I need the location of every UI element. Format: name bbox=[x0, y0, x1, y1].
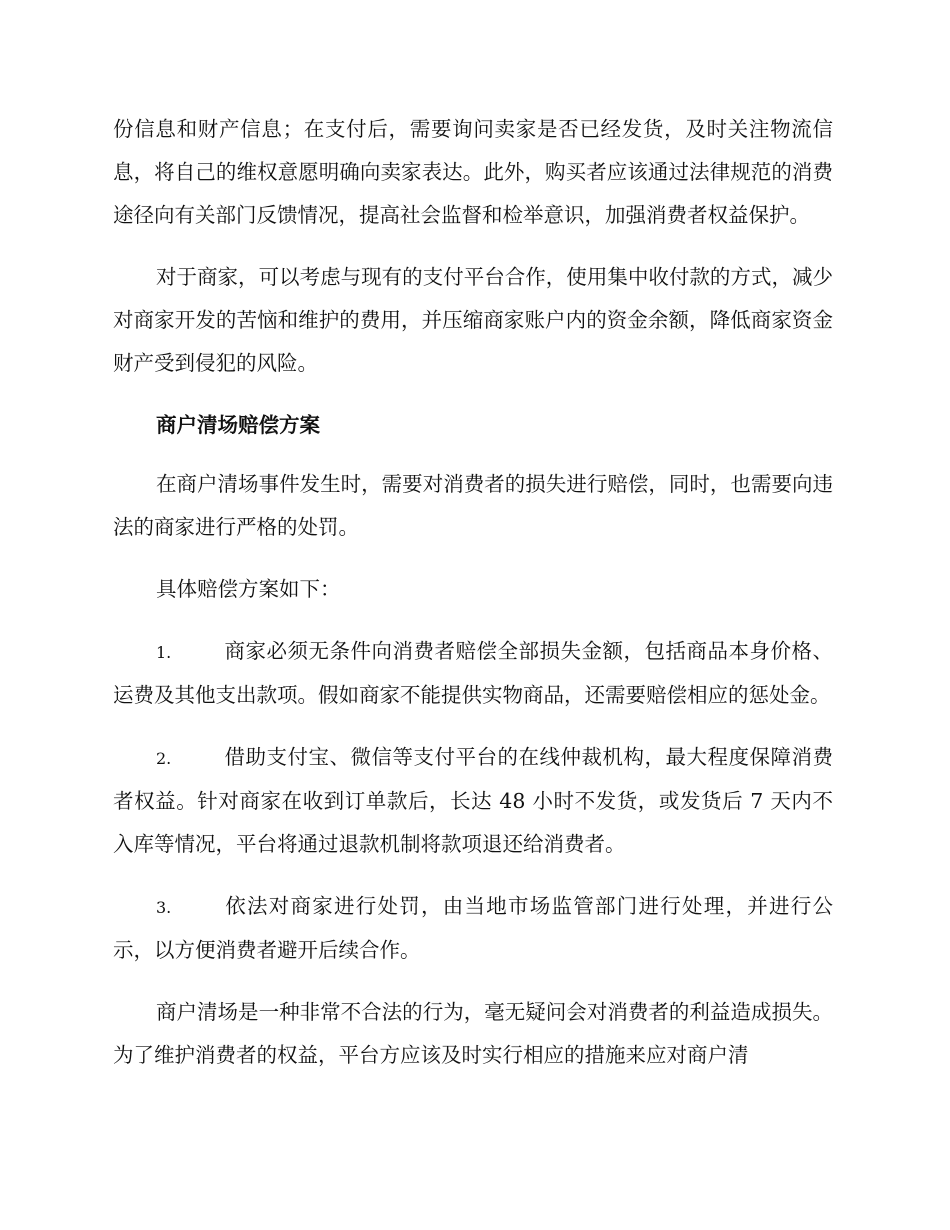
list-item-number: 2. bbox=[156, 749, 172, 768]
list-item bbox=[113, 736, 833, 866]
list-item-text: 商家必须无条件向消费者赔偿全部损失金额，包括商品本身价格、运费及其他支出款项。假如商家不能提供实物商品，还需要赔偿相应的惩处金。 bbox=[113, 639, 833, 707]
list-item bbox=[113, 885, 833, 972]
section-heading: 商户清场赔偿方案 bbox=[156, 413, 320, 437]
paragraph-merchant-advice: 对于商家，可以考虑与现有的支付平台合作，使用集中收付款的方式，减少对商家开发的苦恼和维护的费用，并压缩商家账户内的资金余额，降低商家资金财产受到侵犯的风险。 bbox=[113, 265, 833, 375]
document-page bbox=[113, 108, 833, 1096]
paragraph-compensation-intro: 在商户清场事件发生时，需要对消费者的损失进行赔偿，同时，也需要向违法的商家进行严格的处罚。 bbox=[113, 472, 833, 539]
list-item-text: 借助支付宝、微信等支付平台的在线仲裁机构，最大程度保障消费者权益。针对商家在收到订单款后，长达 48 小时不发货，或发货后 7 天内不入库等情况，平台将通过退款机制将款项退还给消费者。 bbox=[113, 745, 833, 856]
list-item bbox=[113, 630, 833, 717]
paragraph-plan-lead: 具体赔偿方案如下： bbox=[156, 577, 341, 601]
paragraph-closing: 商户清场是一种非常不合法的行为，毫无疑问会对消费者的利益造成损失。为了维护消费者的权益，平台方应该及时实行相应的措施来应对商户清 bbox=[113, 1000, 833, 1067]
paragraph-consumer-advice: 份信息和财产信息；在支付后，需要询问卖家是否已经发货，及时关注物流信息，将自己的维权意愿明确向卖家表达。此外，购买者应该通过法律规范的消费途径向有关部门反馈情况，提高社会监督和检举意识，加强消费者权益保护。 bbox=[113, 117, 833, 227]
list-item-number: 1. bbox=[156, 643, 172, 662]
list-item-text: 依法对商家进行处罚，由当地市场监管部门进行处理，并进行公示，以方便消费者避开后续合作。 bbox=[113, 894, 833, 962]
list-item-number: 3. bbox=[156, 898, 172, 917]
